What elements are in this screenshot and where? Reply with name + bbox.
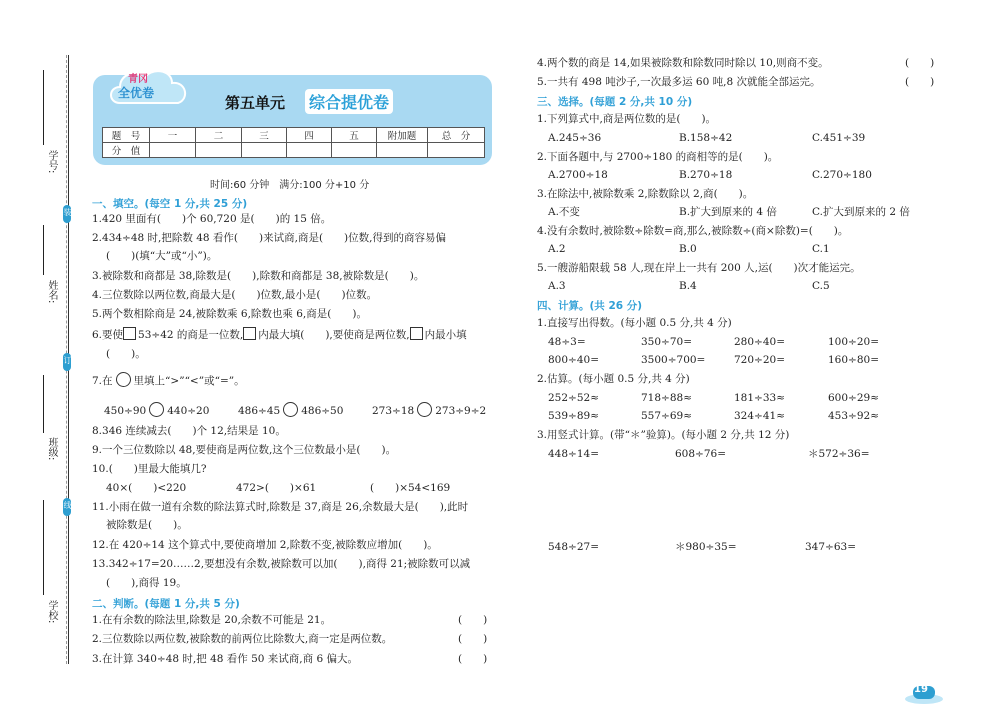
question-6-line2: ( )。 xyxy=(106,348,146,360)
name-label: 姓名: xyxy=(46,280,57,304)
section-3-title: 三、选择。(每题 2 分,共 10 分) xyxy=(537,96,693,108)
q7-left-expr: 486÷45 xyxy=(238,405,281,417)
choice-option[interactable]: A.245÷36 xyxy=(548,132,602,144)
score-header-cell: 二 xyxy=(196,128,242,143)
estimate-item: 718÷88≈ xyxy=(641,392,692,404)
judge-answer-paren[interactable]: ( ) xyxy=(458,614,488,626)
score-header-cell: 一 xyxy=(150,128,196,143)
choice-1: 1.下列算式中,商是两位数的是( )。 xyxy=(537,113,717,125)
score-cell[interactable] xyxy=(287,143,332,158)
estimate-item: 557÷69≈ xyxy=(641,410,692,422)
compare-circle[interactable] xyxy=(116,372,131,387)
q10-item: 472>( )×61 xyxy=(236,482,317,494)
calc-item: 48÷3= xyxy=(548,336,586,348)
question-11-line1: 11.小雨在做一道有余数的除法算式时,除数是 37,商是 26,余数最大是( ),此时 xyxy=(92,501,469,513)
q6-text: 6.要使 xyxy=(92,329,124,341)
q7-item xyxy=(238,402,343,419)
score-cell[interactable] xyxy=(150,143,196,158)
score-header-cell: 三 xyxy=(242,128,287,143)
calc-3-title: 3.用竖式计算。(带“＊”验算)。(每小题 2 分,共 12 分) xyxy=(537,429,790,441)
q7-left-expr: 450÷90 xyxy=(104,405,147,417)
score-table xyxy=(102,127,485,158)
question-11-line2: 被除数是( )。 xyxy=(106,519,188,531)
page-number: 19 xyxy=(914,684,928,695)
calc-item: 280÷40= xyxy=(734,336,785,348)
q7-right-expr: 440÷20 xyxy=(167,405,210,417)
class-label: 班级: xyxy=(46,437,57,461)
school-label: 学校: xyxy=(46,600,57,624)
score-header-cell: 四 xyxy=(287,128,332,143)
estimate-item: 181÷33≈ xyxy=(734,392,785,404)
compare-circle[interactable] xyxy=(283,402,298,417)
judge-3: 3.在计算 340÷48 时,把 48 看作 50 来试商,商 6 偏大。 xyxy=(92,653,358,665)
estimate-item: 453÷92≈ xyxy=(828,410,879,422)
q7-text: 里填上“>”“<”或“=”。 xyxy=(133,375,245,387)
score-header-cell: 五 xyxy=(332,128,377,143)
choice-option[interactable]: C.270÷180 xyxy=(812,169,872,181)
score-table-value-row xyxy=(103,143,485,158)
vertical-calc-item: ＊980÷35= xyxy=(675,541,737,553)
choice-3: 3.在除法中,被除数乘 2,除数除以 2,商( )。 xyxy=(537,188,754,200)
q7-text: 7.在 xyxy=(92,375,113,387)
school-blank-line xyxy=(43,500,45,595)
judge-4: 4.两个数的商是 14,如果被除数和除数同时除以 10,则商不变。 xyxy=(537,57,829,69)
question-13-line1: 13.342÷17=20……2,要想没有余数,被除数可以加( ),商得 21;被除数可以减 xyxy=(92,558,471,570)
choice-option[interactable]: C.1 xyxy=(812,243,830,255)
question-10: 10.( )里最大能填几? xyxy=(92,463,207,475)
choice-option[interactable]: C.5 xyxy=(812,280,830,292)
id-blank-line xyxy=(43,70,45,145)
choice-2: 2.下面各题中,与 2700÷180 的商相等的是( )。 xyxy=(537,151,779,163)
choice-option[interactable]: B.0 xyxy=(679,243,697,255)
vertical-calc-item: 448÷14= xyxy=(548,448,599,460)
q6-text: 内最小填 xyxy=(424,329,467,341)
question-8: 8.346 连续减去( )个 12,结果是 10。 xyxy=(92,425,286,437)
q7-right-expr: 486÷50 xyxy=(301,405,344,417)
section-4-title: 四、计算。(共 26 分) xyxy=(537,300,643,312)
estimate-item: 600÷29≈ xyxy=(828,392,879,404)
choice-option[interactable]: C.451÷39 xyxy=(812,132,866,144)
q7-right-expr: 273÷9÷2 xyxy=(435,405,487,417)
class-blank-line xyxy=(43,375,45,433)
answer-box[interactable] xyxy=(410,327,423,340)
choice-option[interactable]: B.扩大到原来的 4 倍 xyxy=(679,206,777,218)
score-header-cell: 附加题 xyxy=(377,128,428,143)
answer-box[interactable] xyxy=(243,327,256,340)
q6-text: 53÷42 的商是一位数, xyxy=(138,329,244,341)
question-12: 12.在 420÷14 这个算式中,要使商增加 2,除数不变,被除数应增加( )。 xyxy=(92,539,438,551)
calc-item: 3500÷700= xyxy=(641,354,706,366)
question-7 xyxy=(92,372,245,389)
name-blank-line xyxy=(43,225,45,275)
choice-option[interactable]: B.158÷42 xyxy=(679,132,733,144)
q7-left-expr: 273÷18 xyxy=(372,405,415,417)
judge-5: 5.一共有 498 吨沙子,一次最多运 60 吨,8 次就能全部运完。 xyxy=(537,76,821,88)
question-2-line1: 2.434÷48 时,把除数 48 看作( )来试商,商是( )位数,得到的商容易偏 xyxy=(92,232,446,244)
choice-option[interactable]: B.270÷18 xyxy=(679,169,733,181)
question-4: 4.三位数除以两位数,商最大是( )位数,最小是( )位数。 xyxy=(92,289,378,301)
compare-circle[interactable] xyxy=(417,402,432,417)
unit-title: 第五单元 xyxy=(225,94,286,112)
score-cell[interactable] xyxy=(196,143,242,158)
score-header-cell: 总 分 xyxy=(428,128,485,143)
compare-circle[interactable] xyxy=(149,402,164,417)
q7-item xyxy=(372,402,486,419)
answer-box[interactable] xyxy=(123,327,136,340)
calc-2-title: 2.估算。(每小题 0.5 分,共 4 分) xyxy=(537,373,690,385)
paper-title: 综合提优卷 xyxy=(305,89,393,114)
judge-answer-paren[interactable]: ( ) xyxy=(458,633,488,645)
id-label: 学号: xyxy=(46,150,57,174)
question-3: 3.被除数和商都是 38,除数是( ),除数和商都是 38,被除数是( )。 xyxy=(92,270,425,282)
score-header-cell: 题 号 xyxy=(103,128,150,143)
vertical-calc-item: ＊572÷36= xyxy=(808,448,870,460)
vertical-calc-item: 608÷76= xyxy=(675,448,726,460)
choice-option[interactable]: C.扩大到原来的 2 倍 xyxy=(812,206,910,218)
calc-item: 720÷20= xyxy=(734,354,785,366)
calc-1-title: 1.直接写出得数。(每小题 0.5 分,共 4 分) xyxy=(537,317,732,329)
vertical-calc-item: 347÷63= xyxy=(805,541,856,553)
judge-answer-paren[interactable]: ( ) xyxy=(905,76,935,88)
q10-item: ( )×54<169 xyxy=(370,482,451,494)
calc-item: 100÷20= xyxy=(828,336,879,348)
section-1-title: 一、填空。(每空 1 分,共 25 分) xyxy=(92,198,248,210)
score-cell[interactable] xyxy=(242,143,287,158)
vertical-calc-item: 548÷27= xyxy=(548,541,599,553)
q10-item: 40×( )<220 xyxy=(106,482,187,494)
estimate-item: 539÷89≈ xyxy=(548,410,599,422)
question-1: 1.420 里面有( )个 60,720 是( )的 15 倍。 xyxy=(92,213,332,225)
score-row-label: 分 值 xyxy=(103,143,150,158)
estimate-item: 252÷52≈ xyxy=(548,392,599,404)
q7-item xyxy=(104,402,209,419)
choice-option[interactable]: A.2 xyxy=(548,243,566,255)
score-cell[interactable] xyxy=(332,143,377,158)
judge-answer-paren[interactable]: ( ) xyxy=(905,57,935,69)
choice-option[interactable]: A.2700÷18 xyxy=(548,169,608,181)
choice-option[interactable]: A.3 xyxy=(548,280,566,292)
calc-item: 160÷80= xyxy=(828,354,879,366)
score-cell[interactable] xyxy=(428,143,485,158)
judge-answer-paren[interactable]: ( ) xyxy=(458,653,488,665)
question-13-line2: ( ),商得 19。 xyxy=(106,577,187,589)
question-2-line2: ( )(填“大”或“小”)。 xyxy=(106,250,218,262)
score-cell[interactable] xyxy=(377,143,428,158)
choice-option[interactable]: B.4 xyxy=(679,280,697,292)
choice-5: 5.一艘游船限载 58 人,现在岸上一共有 200 人,运( )次才能运完。 xyxy=(537,262,861,274)
question-6-line1 xyxy=(92,327,467,343)
judge-2: 2.三位数除以两位数,被除数的前两位比除数大,商一定是两位数。 xyxy=(92,633,393,645)
question-5: 5.两个数相除商是 24,被除数乘 6,除数也乘 6,商是( )。 xyxy=(92,308,367,320)
judge-1: 1.在有余数的除法里,除数是 20,余数不可能是 21。 xyxy=(92,614,332,626)
logo-text-top: 青冈 xyxy=(128,74,148,85)
seal-char: 线 xyxy=(63,501,72,509)
calc-item: 350÷70= xyxy=(641,336,692,348)
time-info: 时间:60 分钟 满分:100 分+10 分 xyxy=(210,180,370,191)
question-9: 9.一个三位数除以 48,要使商是两位数,这个三位数最小是( )。 xyxy=(92,444,397,456)
choice-4: 4.没有余数时,被除数÷除数=商,那么,被除数÷(商×除数)=( )。 xyxy=(537,225,849,237)
estimate-item: 324÷41≈ xyxy=(734,410,785,422)
score-table-header-row xyxy=(103,128,485,143)
seal-char: 订 xyxy=(63,356,72,364)
choice-option[interactable]: A.不变 xyxy=(548,206,580,218)
seal-char: 装 xyxy=(63,208,72,216)
section-2-title: 二、判断。(每题 1 分,共 5 分) xyxy=(92,598,240,610)
calc-item: 800÷40= xyxy=(548,354,599,366)
logo-text-bottom: 全优卷 xyxy=(118,86,155,100)
q6-text: 内最大填( ),要使商是两位数, xyxy=(258,329,410,341)
